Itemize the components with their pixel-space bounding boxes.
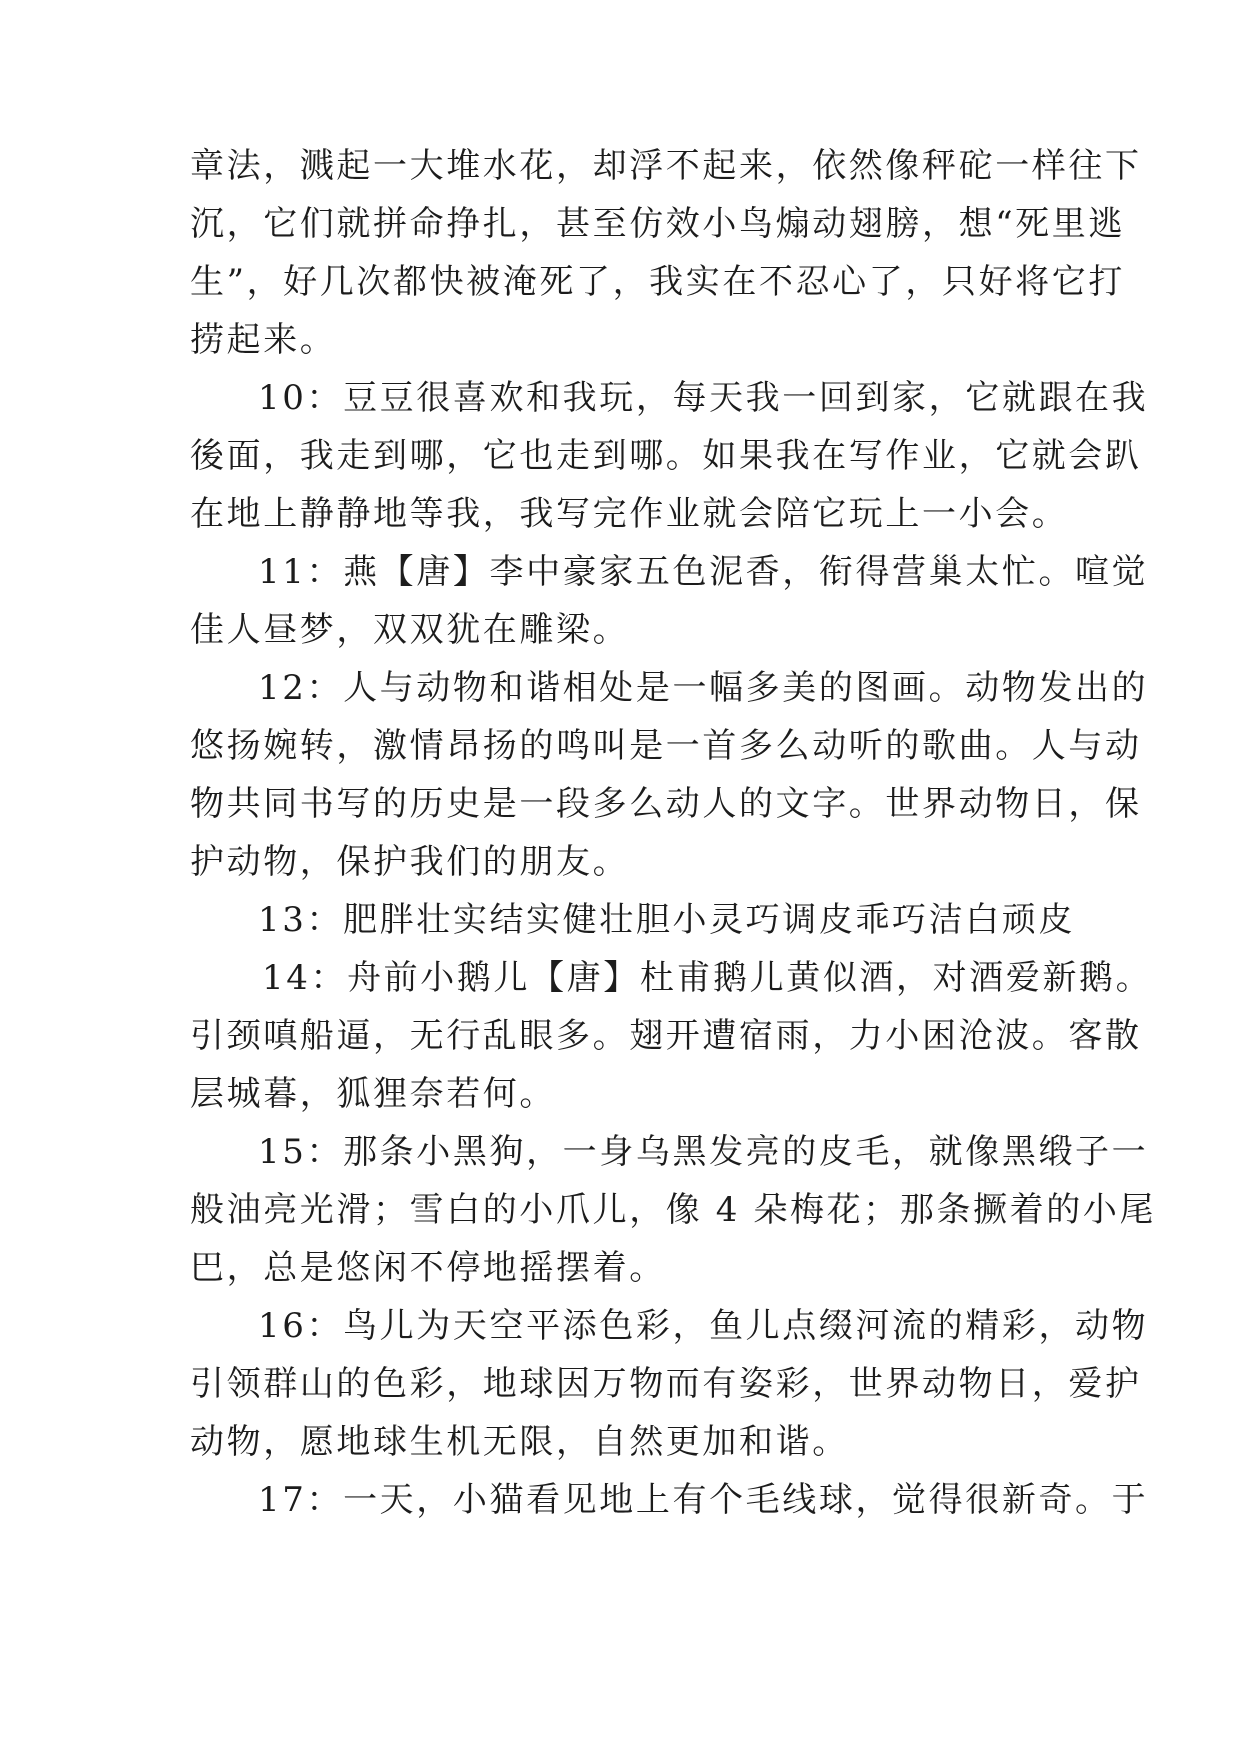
text-line: 沉，它们就拼命挣扎，甚至仿效小鸟煽动翅膀，想“死里逃 (190, 204, 1125, 244)
paragraph-13-line: 13：肥胖壮实结实健壮胆小灵巧调皮乖巧洁白顽皮 (258, 900, 1076, 940)
text-line: 动物，愿地球生机无限，自然更加和谐。 (190, 1422, 849, 1462)
paragraph-17-line: 17：一天，小猫看见地上有个毛线球，觉得很新奇。于 (258, 1480, 1149, 1520)
text-line: 巴，总是悠闲不停地摇摆着。 (190, 1248, 666, 1288)
text-line: 捞起来。 (190, 320, 337, 360)
text-line: 层城暮，狐狸奈若何。 (190, 1074, 556, 1114)
text-line: 引颈嗔船逼，无行乱眼多。翅开遭宿雨，力小困沧波。客散 (190, 1016, 1142, 1056)
text-line: 佳人昼梦，双双犹在雕梁。 (190, 610, 630, 650)
text-line: 引领群山的色彩，地球因万物而有姿彩，世界动物日，爱护 (190, 1364, 1142, 1404)
paragraph-11-line: 11：燕【唐】李中豪家五色泥香，衔得营巢太忙。喧觉 (258, 552, 1149, 592)
text-line: 章法，溅起一大堆水花，却浮不起来，依然像秤砣一样往下 (190, 146, 1142, 186)
text-line: 物共同书写的历史是一段多么动人的文字。世界动物日，保 (190, 784, 1142, 824)
paragraph-10-line: 10：豆豆很喜欢和我玩，每天我一回到家，它就跟在我 (258, 378, 1149, 418)
paragraph-15-line: 15：那条小黑狗，一身乌黑发亮的皮毛，就像黑缎子一 (258, 1132, 1149, 1172)
text-line: 後面，我走到哪，它也走到哪。如果我在写作业，它就会趴 (190, 436, 1142, 476)
text-line: 悠扬婉转，激情昂扬的鸣叫是一首多么动听的歌曲。人与动 (190, 726, 1142, 766)
text-line: 生”，好几次都快被淹死了，我实在不忍心了，只好将它打 (190, 262, 1125, 302)
paragraph-16-line: 16：鸟儿为天空平添色彩，鱼儿点缀河流的精彩，动物 (258, 1306, 1149, 1346)
text-line: 护动物，保护我们的朋友。 (190, 842, 630, 882)
text-line: 在地上静静地等我，我写完作业就会陪它玩上一小会。 (190, 494, 1069, 534)
paragraph-14-line: 14：舟前小鹅儿【唐】杜甫鹅儿黄似酒，对酒爱新鹅。 (262, 958, 1153, 998)
paragraph-12-line: 12：人与动物和谐相处是一幅多美的图画。动物发出的 (258, 668, 1149, 708)
text-line: 般油亮光滑；雪白的小爪儿，像 4 朵梅花；那条撅着的小尾 (190, 1190, 1157, 1230)
